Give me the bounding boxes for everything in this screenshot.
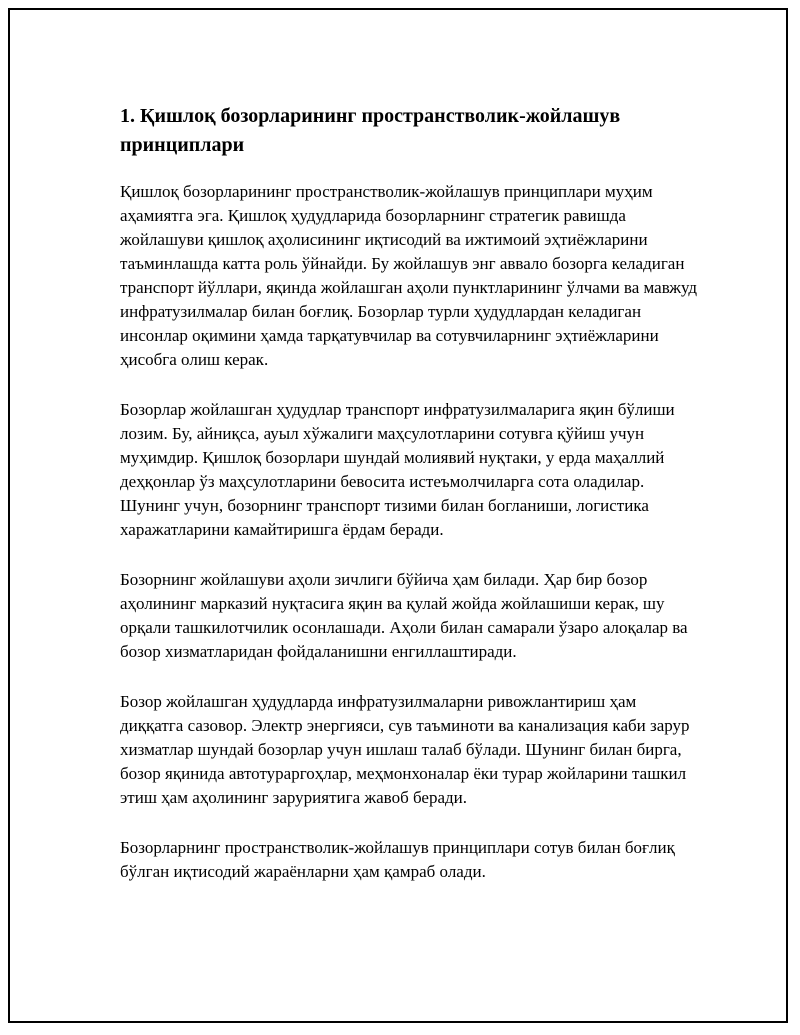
paragraph: Бозор жойлашган ҳудудларда инфратузилмаларни ривожлантириш ҳам диққатга сазовор. Электр энергияси, сув таъминоти ва канализация каби зарур хизматлар шундай бозорлар учун ишлаш талаб бўлади. Шунинг билан бирга, бозор яқинида автотураргоҳлар, меҳмонхоналар ёки турар жойларини ташкил этиш ҳам аҳолининг заруриятига жавоб беради. [120,692,690,807]
paragraph: Бозорлар жойлашган ҳудудлар транспорт инфратузилмаларига яқин бўлиши лозим. Бу, айниқса, ауыл хўжалиги маҳсулотларини сотувга қўйиш учун муҳимдир. Қишлоқ бозорлари шундай молиявий нуқтаки, у ерда маҳаллий деҳқонлар ўз маҳсулотларини бевосита истеъмолчиларга сота оладилар. Шунинг учун, бозорнинг транспорт тизими билан богланиши, логистика харажатларини камайтиришга ёрдам беради. [120,400,675,539]
paragraph: Қишлоқ бозорларининг пространстволик-жойлашув принциплари муҳим аҳамиятга эга. Қишлоқ ҳудудларида бозорларнинг стратегик равишда жойлашуви қишлоқ аҳолисининг иқтисодий ва ижтимоий эҳтиёжларини таъминлашда катта роль ўйнайди. Бу жойлашув энг аввало бозорга келадиган транспорт йўллари, яқинда жойлашган аҳоли пунктларининг ўлчами ва мавжуд инфратузилмалар билан боғлиқ. Бозорлар турли ҳудудлардан келадиган инсонлар оқимини ҳамда тарқатувчилар ва сотувчиларнинг эҳтиёжларини ҳисобга олиш керак. [120,182,698,369]
paragraph: Бозорнинг жойлашуви аҳоли зичлиги бўйича ҳам билади. Ҳар бир бозор аҳолининг марказий нуқтасига яқин ва қулай жойда жойлашиши керак, шу орқали ташкилотчилик осонлашади. Аҳоли билан самарали ўзаро алоқалар ва бозор хизматларидан фойдаланишни енгиллаштиради. [120,570,688,661]
paragraph: Бозорларнинг пространстволик-жойлашув принциплари сотув билан боғлиқ бўлган иқтисодий жараёнларни ҳам қамраб олади. [120,838,675,881]
page-frame [8,8,788,1023]
document-body [120,102,700,910]
document-title: 1. Қишлоқ бозорларининг пространстволик-жойлашув принциплари [120,105,621,156]
